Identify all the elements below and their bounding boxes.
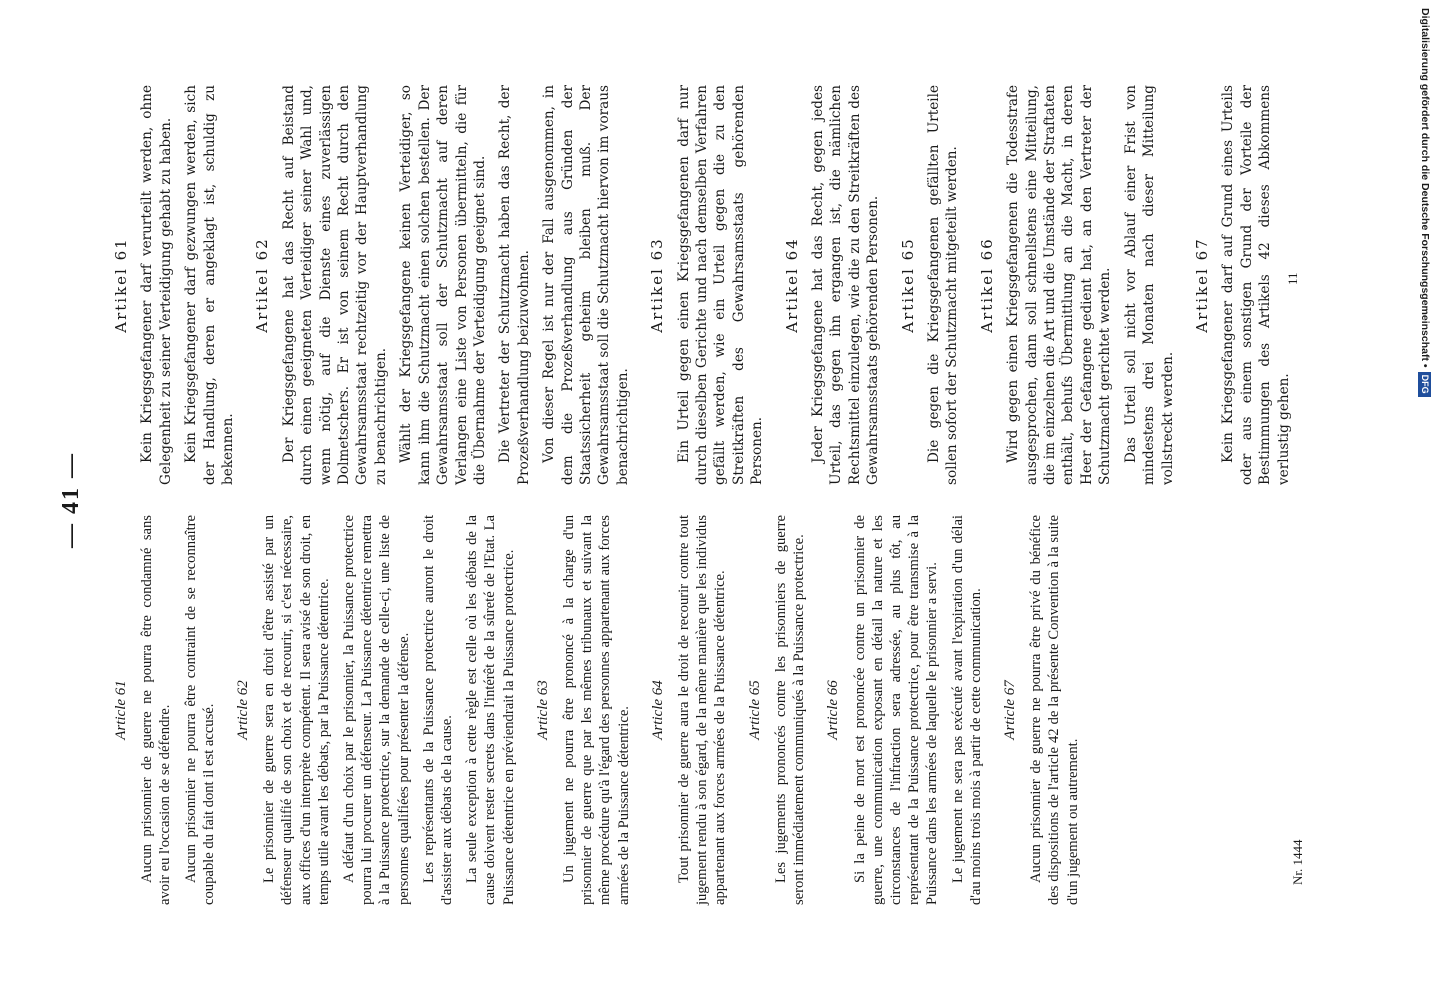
french-article — [746, 515, 809, 905]
article-paragraph: Wird gegen einen Kriegsgefangenen die Todesstrafe ausgesprochen, dann soll schnellstens eine Mitteilung, die im einzelnen die Art und die Umstände der Straftaten enthält, behufs Übermittlung an die Macht, in deren Heer der Gefangene gedient hat, an den Vertreter der Schutzmacht gerichtet werden. — [1005, 85, 1114, 485]
article-heading: Article 63 — [534, 680, 551, 740]
article-paragraph: Si la peine de mort est prononcée contre un prisonnier de guerre, une communication exposant en détail la nature et les circonstances de l'infraction sera adressée, au plus tôt, au représentant de la Puissance protectrice, pour être transmise à la Puissance dans les armées de laquelle le prisonnier a servi. — [851, 515, 941, 905]
german-article — [253, 85, 632, 485]
article-heading: Article 64 — [649, 680, 666, 740]
article-heading: Article 66 — [825, 680, 842, 740]
article-heading: Artikel 63 — [648, 237, 667, 333]
article-paragraph: Wählt der Kriegsgefangene keinen Verteidiger, so kann ihm die Schutzmacht einen solchen bestellen. Der Gewahrsamsstaat soll der Schutzmacht auf deren Verlangen eine Liste von Personen übermitteln, die für die Übernahme der Verteidigung geeignet sind. — [398, 85, 488, 485]
french-column — [112, 515, 1282, 905]
article-paragraph: Jeder Kriegsgefangene hat das Recht, gegen jedes Urteil, das gegen ihn ergangen ist, die nämlichen Rechtsmittel einzulegen, wie die zu den Streitkräften des Gewahrsamsstaats gehörenden Personen. — [810, 85, 882, 485]
article-heading: Artikel 67 — [1192, 237, 1211, 333]
article-paragraph: Un jugement ne pourra être prononcé à la charge d'un prisonnier de guerre que par les mêmes tribunaux et suivant la même procédure qu'à l'égard des personnes appartenant aux forces armées de la Puissance détentrice. — [561, 515, 632, 905]
french-article — [534, 515, 633, 905]
french-article — [112, 515, 218, 905]
french-article — [649, 515, 730, 905]
article-paragraph: A défaut d'un choix par le prisonnier, la Puissance protectrice pourra lui procurer un défenseur. La Puissance détentrice remettra à la Puissance protectrice, sur la demande de celle-ci, une liste de personnes qualifiées pour présenter la défense. — [341, 515, 412, 905]
page-header — [58, 0, 98, 1000]
article-paragraph: Aucun prisonnier de guerre ne pourra être privé du bénéfice des dispositions de l'article 42 de la présente Convention à la suite d'un jugement ou autrement. — [1028, 515, 1081, 905]
article-paragraph: Le jugement ne sera pas exécuté avant l'expiration d'un délai d'au moins trois mois à partir de cette communication. — [949, 515, 984, 905]
german-column — [112, 85, 1292, 485]
article-heading: Article 62 — [235, 680, 252, 740]
french-article — [824, 515, 985, 905]
french-article — [234, 515, 518, 905]
article-paragraph: Aucun prisonnier de guerre ne pourra être condamné sans avoir eu l'occasion de se défendre. — [139, 515, 174, 905]
article-heading: Artikel 65 — [898, 237, 917, 333]
article-paragraph: Das Urteil soll nicht vor Ablauf einer Frist von mindestens drei Monaten nach dieser Mitteilung vollstreckt werden. — [1122, 85, 1176, 485]
article-heading: Artikel 62 — [253, 237, 272, 333]
article-paragraph: Die Vertreter der Schutzmacht haben das Recht, der Prozeßverhandlung beizuwohnen. — [497, 85, 532, 485]
footer-note: Nr. 1444 — [1290, 839, 1305, 885]
article-paragraph: Aucun prisonnier ne pourra être contraint de se reconnaître coupable du fait dont il est accusé. — [182, 515, 217, 905]
digitization-text: Digitalisierung gefördert durch die Deutsche Forschungsgemeinschaft • — [1419, 8, 1431, 368]
article-paragraph: Die gegen die Kriegsgefangenen gefällten Urteile sollen sofort der Schutzmacht mitgeteilt werden. — [926, 85, 961, 485]
german-article — [978, 85, 1177, 485]
article-paragraph: Tout prisonnier de guerre aura le droit de recourir contre tout jugement rendu à son égard, de la même manière que les individus appartenant aux forces armées de la Puissance détentrice. — [676, 515, 729, 905]
article-paragraph: Kein Kriegsgefangener darf gezwungen werden, sich der Handlung, deren er angeklagt ist, schuldig zu bekennen. — [183, 85, 237, 485]
article-paragraph: Von dieser Regel ist nur der Fall ausgenommen, in dem die Prozeßverhandlung aus Gründen der Staatssicherheit geheim bleiben muß. Der Gewahrsamsstaat soll die Schutzmacht hiervon im voraus benachrichtigen. — [541, 85, 631, 485]
french-article — [1001, 515, 1082, 905]
article-heading: Article 61 — [113, 680, 129, 740]
article-paragraph: Kein Kriegsgefangener darf auf Grund eines Urteils oder aus einem sonstigen Grund der Vorteile der Bestimmungen des Artikels 42 dieses Abkommens verlustig gehen. — [1220, 85, 1292, 485]
article-paragraph: Les représentants de la Puissance protectrice auront le droit d'assister aux débats de la cause. — [420, 515, 456, 905]
german-article — [112, 85, 237, 485]
article-paragraph: Kein Kriegsgefangener darf verurteilt werden, ohne Gelegenheit zu seiner Verteidigung gehabt zu haben. — [139, 85, 174, 485]
page-number: — 41 — — [58, 452, 84, 548]
german-article — [648, 85, 766, 485]
digitization-notice — [1418, 8, 1434, 408]
article-heading: Artikel 66 — [977, 237, 996, 333]
german-article — [783, 85, 883, 485]
article-heading: Artikel 64 — [782, 237, 801, 333]
article-heading: Article 65 — [746, 680, 763, 740]
german-article — [899, 85, 962, 485]
german-article — [1193, 85, 1293, 485]
article-paragraph: Les jugements prononcés contre les prisonniers de guerre seront immédiatement communiqués à la Puissance protectrice. — [772, 515, 808, 905]
article-paragraph: La seule exception à cette règle est celle où les débats de la cause doivent rester secrets dans l'intérêt de la sûreté de l'Etat. La Puissance détentrice en préviendrait la Puissance protectrice. — [464, 515, 517, 905]
article-paragraph: Ein Urteil gegen einen Kriegsgefangenen darf nur durch dieselben Gerichte und nach demselben Verfahren gefällt werden, wie ein Urteil gegen die zu den Streitkräften des Gewahrsamsstaats gehörenden Personen. — [675, 85, 766, 485]
sheet-number: 11 — [1285, 272, 1300, 285]
dfg-logo: DFG — [1419, 372, 1432, 397]
article-heading: Article 67 — [1001, 680, 1018, 740]
article-paragraph: Der Kriegsgefangene hat das Recht auf Beistand durch einen geeigneten Verteidiger seiner Wahl und, wenn nötig, auf die Dienste eines zuverlässigen Dolmetschers. Er ist von seinem Recht durch den Gewahrsamsstaat rechtzeitig vor der Hauptverhandlung zu benachrichtigen. — [280, 85, 389, 485]
article-paragraph: Le prisonnier de guerre sera en droit d'être assisté par un défenseur qualifié de son choix et de recourir, si c'est nécessaire, aux offices d'un interprète compétent. Il sera avisé de son droit, en temps utile avant les débats, par la Puissance détentrice. — [261, 515, 332, 905]
article-heading: Artikel 61 — [112, 237, 130, 333]
